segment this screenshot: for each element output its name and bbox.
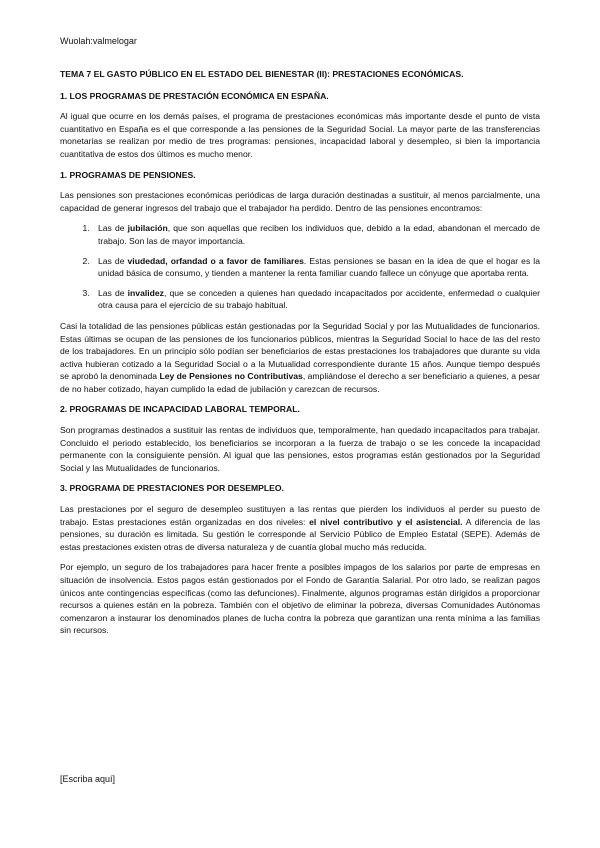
list-item-jubilacion: 1. Las de jubilación, que son aquellas que reciben los individuos que, debido a la edad, abandonan el mercado de trabajo. Son las de mayor importancia. (92, 222, 540, 247)
list-item-viudedad: 2. Las de viudedad, orfandad o a favor de familiares. Estas pensiones se basan en la idea de que el hogar es la unidad básica de consumo, y tienden a mantener la renta familiar cuando fallece un cónyuge que aportaba renta. (92, 255, 540, 280)
section-heading-incapacidad: 2. PROGRAMAS DE INCAPACIDAD LABORAL TEMPORAL. (60, 404, 300, 415)
pension-types-list (60, 222, 540, 312)
paragraph-ejemplos: Por ejemplo, un seguro de los trabajadores para hacer frente a posibles impagos de los salarios por parte de empresas en situación de insolvencia. Estos pagos están gestionados por el Fondo de Garantía Salarial. Por otro lado, se realizan pagos únicos ante contingencias específicas (como las defunciones). Finalmente, algunos programas están dirigidos a proporcionar recursos a quienes están en la pobreza. También con el objetivo de eliminar la pobreza, diversas Comunidades Autónomas comenzaron a instaurar los denominados planes de lucha contra la pobreza que garantizan una renta mínima a las familias sin recursos. (60, 562, 540, 636)
paragraph-intro: Al igual que ocurre en los demás países, el programa de prestaciones económicas más importante desde el punto de vista cuantitativo en España es el que corresponde a las pensiones de la Seguridad Social. La mayor parte de las transferencias monetarias se realizan por medio de tres programas: pensiones, incapacidad laboral y desempleo, si bien la importancia cuantitativa de estos dos últimos es mucho menor. (60, 111, 540, 159)
paragraph-pensiones: Las pensiones son prestaciones económicas periódicas de larga duración destinadas a sustituir, al menos parcialmente, una capacidad de generar ingresos del trabajo que el trabajador ha perdido. Dentro de las pensiones encontramos: (60, 190, 540, 213)
paragraph-desempleo: Las prestaciones por el seguro de desempleo sustituyen a las rentas que pierden los individuos al perder su puesto de trabajo. Estas prestaciones están organizadas en dos niveles: el nivel contributivo y el asistencial. A diferencia de las pensiones, su duración es limitada. Su gestión le corresponde al Servicio Público de Empleo Estatal (SEPE). Además de estas prestaciones existen otras de diversa naturaleza y de cuantía global mucho más reducida. (60, 504, 540, 552)
footer-placeholder[interactable]: [Escriba aquí] (60, 774, 116, 784)
header-author: Wuolah:valmelogar (60, 36, 137, 46)
section-heading-programas: 1. LOS PROGRAMAS DE PRESTACIÓN ECONÓMICA EN ESPAÑA. (60, 90, 329, 101)
paragraph-incapacidad: Son programas destinados a sustituir las rentas de individuos que, temporalmente, han quedado incapacitados para trabajar. Concluido el periodo establecido, los beneficiarios se incorporan a la fuerza de trabajo o se les concede la incapacidad permanente con la consiguiente pensión. Al igual que las pensiones, estos programas están gestionados por la Seguridad Social y las Mutualidades de funcionarios. (60, 425, 540, 473)
document-title: TEMA 7 EL GASTO PÚBLICO EN EL ESTADO DEL BIENESTAR (II): PRESTACIONES ECONÓMICAS. (60, 69, 464, 79)
document-body (60, 68, 540, 645)
section-heading-pensiones: 1. PROGRAMAS DE PENSIONES. (60, 169, 196, 180)
section-heading-desempleo: 3. PROGRAMA DE PRESTACIONES POR DESEMPLEO. (60, 483, 284, 494)
paragraph-gestion-pensiones: Casi la totalidad de las pensiones públicas están gestionadas por la Seguridad Social y por las Mutualidades de funcionarios. Estas últimas se ocupan de las pensiones de los funcionarios públicos, mientras la Seguridad Social lo hace de las del resto de los trabajadores. En un principio sólo podían ser beneficiarios de estas prestaciones los trabajadores que durante su vida activa hubieran cotizado a la Seguridad Social o a la Mutualidad correspondiente durante 15 años. Aunque tiempo después se aprobó la denominada Ley de Pensiones no Contributivas, ampliándose el derecho a ser beneficiario a quienes, a pesar de no haber cotizado, hayan cumplido la edad de jubilación y carezcan de recursos. (60, 320, 540, 394)
list-item-invalidez: 3. Las de invalidez, que se conceden a quienes han quedado incapacitados por accidente, enfermedad o cualquier otra causa para el ejercicio de su trabajo habitual. (92, 287, 540, 312)
